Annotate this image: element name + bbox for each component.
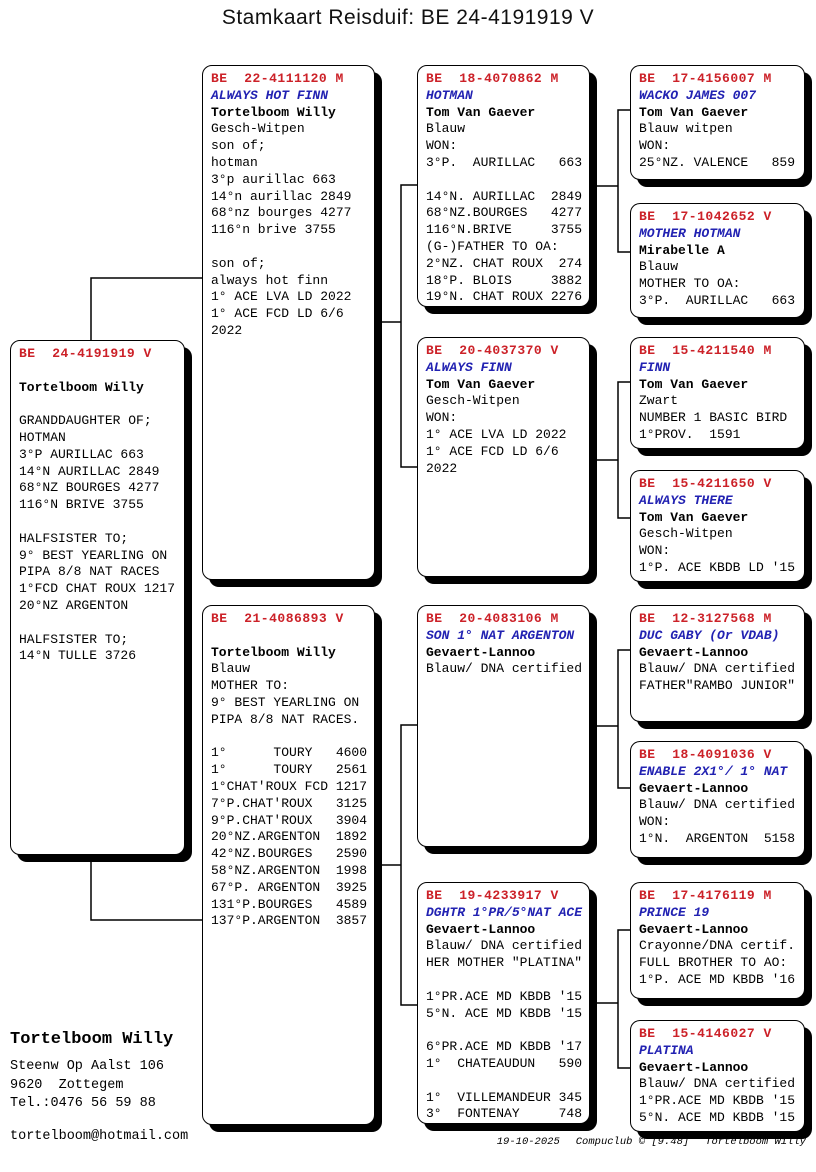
ring-number: BE 17-4176119 M [639, 888, 772, 903]
bird-name: ALWAYS FINN [426, 359, 512, 375]
pedigree-box-be-17-4176119-m [630, 882, 805, 999]
connector-line [91, 278, 202, 340]
ring-number: BE 17-4156007 M [639, 71, 772, 86]
breeder-name: Mirabelle A [639, 242, 725, 258]
result-line: 1° CHATEAUDUN 590 [426, 1055, 583, 1071]
ring-number: BE 15-4146027 V [639, 1026, 772, 1041]
connector-line [618, 930, 630, 1068]
result-line: Zwart [639, 393, 679, 409]
result-line: 20°NZ ARGENTON [19, 597, 129, 613]
bird-name: DGHTR 1°PR/5°NAT ACE [426, 904, 583, 920]
blank-line [426, 1022, 585, 1039]
result-line: 1° ACE FCD LD 6/6 [211, 306, 344, 322]
breeder-name: Gevaert-Lannoo [639, 1059, 749, 1075]
result-line: 1° TOURY 2561 [211, 762, 368, 778]
breeder-name: Tortelboom Willy [19, 379, 144, 395]
result-line: 3°p aurillac 663 [211, 171, 336, 187]
connector-line [618, 382, 630, 518]
result-line: 1°N. ARGENTON 5158 [639, 830, 796, 846]
result-line: 1° ACE LVA LD 2022 [426, 426, 567, 442]
result-line: WON: [639, 543, 671, 559]
result-line: 9° BEST YEARLING ON [211, 694, 360, 710]
result-line: 7°P.CHAT'ROUX 3125 [211, 795, 368, 811]
blank-line [19, 363, 180, 380]
result-line: 3° FONTENAY 748 [426, 1106, 583, 1122]
ring-number: BE 15-4211650 V [639, 476, 772, 491]
bird-name: FINN [639, 359, 671, 375]
connector-line [401, 185, 417, 467]
pedigree-box-be-24-4191919-v [10, 340, 185, 855]
pedigree-box-be-15-4211650-v [630, 470, 805, 582]
result-line: 42°NZ.BOURGES 2590 [211, 846, 368, 862]
result-line: 3°P. AURILLAC 663 [639, 292, 796, 308]
result-line: 1°PR.ACE MD KBDB '15 [426, 988, 583, 1004]
blank-line [426, 972, 585, 989]
footer-date: 19-10-2025 [496, 1136, 560, 1148]
bird-name: SON 1° NAT ARGENTON [426, 627, 575, 643]
bird-name: DUC GABY (Or VDAB) [639, 627, 780, 643]
bird-name: ENABLE 2X1°/ 1° NAT [639, 763, 788, 779]
result-line: 1°P. ACE MD KBDB '16 [639, 971, 796, 987]
result-line: HER MOTHER "PLATINA" [426, 955, 583, 971]
result-line: always hot finn [211, 272, 329, 288]
result-line: FULL BROTHER TO AO: [639, 955, 788, 971]
owner-email: tortelboom@hotmail.com [10, 1128, 189, 1144]
result-line: 2°NZ. CHAT ROUX 274 [426, 255, 583, 271]
result-line: 14°n aurillac 2849 [211, 188, 352, 204]
footer-program: Compuclub © [9.48] [575, 1136, 690, 1148]
result-line: 2022 [426, 460, 458, 476]
result-line: MOTHER TO OA: [639, 276, 741, 292]
result-line: 3°P AURILLAC 663 [19, 446, 144, 462]
result-line: WON: [426, 138, 458, 154]
result-line: 20°NZ.ARGENTON 1892 [211, 829, 368, 845]
result-line: Blauw/ DNA certified [426, 661, 583, 677]
result-line: FATHER"RAMBO JUNIOR" [639, 678, 796, 694]
owner-city: 9620 Zottegem [10, 1077, 124, 1093]
result-line: WON: [639, 138, 671, 154]
ring-number: BE 20-4083106 M [426, 611, 559, 626]
blank-line [211, 729, 370, 746]
pedigree-box-be-12-3127568-m [630, 605, 805, 722]
breeder-name: Gevaert-Lannoo [426, 644, 536, 660]
result-line: 14°N TULLE 3726 [19, 648, 137, 664]
bird-name: WACKO JAMES 007 [639, 87, 757, 103]
pedigree-box-be-19-4233917-v [417, 882, 590, 1124]
result-line: 68°nz bourges 4277 [211, 205, 352, 221]
result-line: 1° TOURY 4600 [211, 745, 368, 761]
pedigree-box-be-21-4086893-v [202, 605, 375, 1125]
result-line: Blauw/ DNA certified [426, 938, 583, 954]
result-line: 9° BEST YEARLING ON [19, 547, 168, 563]
result-line: 1° ACE LVA LD 2022 [211, 289, 352, 305]
breeder-name: Gevaert-Lannoo [639, 644, 749, 660]
breeder-name: Tom Van Gaever [639, 509, 749, 525]
result-line: hotman [211, 154, 258, 170]
result-line: (G-)FATHER TO OA: [426, 238, 559, 254]
result-line: 9°P.CHAT'ROUX 3904 [211, 812, 368, 828]
bird-name: MOTHER HOTMAN [639, 225, 741, 241]
breeder-name: Tortelboom Willy [211, 644, 336, 660]
result-line: son of; [211, 138, 266, 154]
footer [497, 1136, 806, 1148]
result-line: 68°NZ.BOURGES 4277 [426, 205, 583, 221]
result-line: Blauw/ DNA certified [639, 797, 796, 813]
pedigree-box-be-17-4156007-m [630, 65, 805, 180]
result-line: Blauw [426, 121, 466, 137]
result-line: 58°NZ.ARGENTON 1998 [211, 862, 368, 878]
connector-line [91, 855, 202, 920]
result-line: 6°PR.ACE MD KBDB '17 [426, 1039, 583, 1055]
blank-line [19, 615, 180, 632]
result-line: 1°FCD CHAT ROUX 1217 [19, 581, 176, 597]
bird-name: HOTMAN [426, 87, 473, 103]
ring-number: BE 20-4037370 V [426, 343, 559, 358]
breeder-name: Tom Van Gaever [426, 376, 536, 392]
breeder-name: Tom Van Gaever [639, 376, 749, 392]
bird-name: PLATINA [639, 1042, 694, 1058]
breeder-name: Tortelboom Willy [211, 104, 336, 120]
result-line: 137°P.ARGENTON 3857 [211, 913, 368, 929]
result-line: 14°N AURILLAC 2849 [19, 463, 160, 479]
bird-name: ALWAYS THERE [639, 492, 733, 508]
ring-number: BE 22-4111120 M [211, 71, 344, 86]
pedigree-box-be-20-4037370-v [417, 337, 590, 577]
owner-block [10, 1030, 188, 1144]
result-line: 3°P. AURILLAC 663 [426, 154, 583, 170]
ring-number: BE 18-4091036 V [639, 747, 772, 762]
pedigree-box-be-22-4111120-m [202, 65, 375, 580]
breeder-name: Gevaert-Lannoo [426, 921, 536, 937]
result-line: 5°N. ACE MD KBDB '15 [639, 1109, 796, 1125]
pedigree-box-be-18-4070862-m [417, 65, 590, 307]
breeder-name: Gevaert-Lannoo [639, 921, 749, 937]
blank-line [19, 514, 180, 531]
result-line: 1°PR.ACE MD KBDB '15 [639, 1093, 796, 1109]
result-line: WON: [639, 814, 671, 830]
result-line: 1°CHAT'ROUX FCD 1217 [211, 778, 368, 794]
ring-number: BE 15-4211540 M [639, 343, 772, 358]
bird-name: ALWAYS HOT FINN [211, 87, 329, 103]
result-line: HALFSISTER TO; [19, 631, 129, 647]
blank-line [426, 1073, 585, 1090]
result-line: Blauw/ DNA certified [639, 661, 796, 677]
pedigree-box-be-20-4083106-m [417, 605, 590, 847]
ring-number: BE 21-4086893 V [211, 611, 344, 626]
result-line: 1°P. ACE KBDB LD '15 [639, 559, 796, 575]
result-line: WON: [426, 410, 458, 426]
breeder-name: Tom Van Gaever [639, 104, 749, 120]
connector-line [401, 725, 417, 1005]
pedigree-box-be-15-4211540-m [630, 337, 805, 449]
result-line: 116°N.BRIVE 3755 [426, 222, 583, 238]
result-line: 1° ACE FCD LD 6/6 [426, 443, 559, 459]
pedigree-box-be-15-4146027-v [630, 1020, 805, 1132]
owner-phone: Tel.:0476 56 59 88 [10, 1096, 156, 1111]
ring-number: BE 18-4070862 M [426, 71, 559, 86]
result-line: Gesch-Witpen [426, 393, 520, 409]
result-line: NUMBER 1 BASIC BIRD [639, 410, 788, 426]
result-line: MOTHER TO: [211, 678, 290, 694]
result-line: Blauw [639, 259, 679, 275]
result-line: 1°PROV. 1591 [639, 426, 741, 442]
result-line: 14°N. AURILLAC 2849 [426, 188, 583, 204]
connector-line [618, 650, 630, 788]
result-line: 18°P. BLOIS 3882 [426, 272, 583, 288]
bird-name: PRINCE 19 [639, 904, 710, 920]
blank-line [426, 172, 585, 189]
result-line: 131°P.BOURGES 4589 [211, 896, 368, 912]
result-line: GRANDDAUGHTER OF; [19, 413, 152, 429]
result-line: 2022 [211, 322, 243, 338]
ring-number: BE 19-4233917 V [426, 888, 559, 903]
breeder-name: Gevaert-Lannoo [639, 780, 749, 796]
result-line: Blauw [211, 661, 251, 677]
result-line: 1° VILLEMANDEUR 345 [426, 1089, 583, 1105]
result-line: son of; [211, 255, 266, 271]
result-line: Gesch-Witpen [211, 121, 305, 137]
ring-number: BE 24-4191919 V [19, 346, 152, 361]
pedigree-box-be-18-4091036-v [630, 741, 805, 858]
result-line: Blauw/ DNA certified [639, 1076, 796, 1092]
blank-line [211, 628, 370, 645]
ring-number: BE 12-3127568 M [639, 611, 772, 626]
result-line: 19°N. CHAT ROUX 2276 [426, 289, 583, 305]
result-line: 68°NZ BOURGES 4277 [19, 480, 160, 496]
result-line: Blauw witpen [639, 121, 733, 137]
result-line: 116°n brive 3755 [211, 222, 336, 238]
result-line: 5°N. ACE MD KBDB '15 [426, 1005, 583, 1021]
footer-user: Tortelboom Willy [705, 1136, 806, 1148]
blank-line [19, 396, 180, 413]
result-line: PIPA 8/8 NAT RACES. [211, 711, 360, 727]
result-line: PIPA 8/8 NAT RACES [19, 564, 160, 580]
result-line: Crayonne/DNA certif. [639, 938, 796, 954]
result-line: HOTMAN [19, 429, 66, 445]
result-line: 67°P. ARGENTON 3925 [211, 879, 368, 895]
result-line: Gesch-Witpen [639, 526, 733, 542]
blank-line [211, 239, 370, 256]
result-line: 25°NZ. VALENCE 859 [639, 154, 796, 170]
owner-name: Tortelboom Willy [10, 1030, 174, 1049]
connector-line [618, 110, 630, 252]
owner-address: Steenw Op Aalst 106 [10, 1059, 164, 1074]
breeder-name: Tom Van Gaever [426, 104, 536, 120]
pedigree-box-be-17-1042652-v [630, 203, 805, 318]
result-line: HALFSISTER TO; [19, 530, 129, 546]
ring-number: BE 17-1042652 V [639, 209, 772, 224]
page-title: Stamkaart Reisduif: BE 24-4191919 V [221, 6, 595, 29]
result-line: 116°N BRIVE 3755 [19, 497, 144, 513]
